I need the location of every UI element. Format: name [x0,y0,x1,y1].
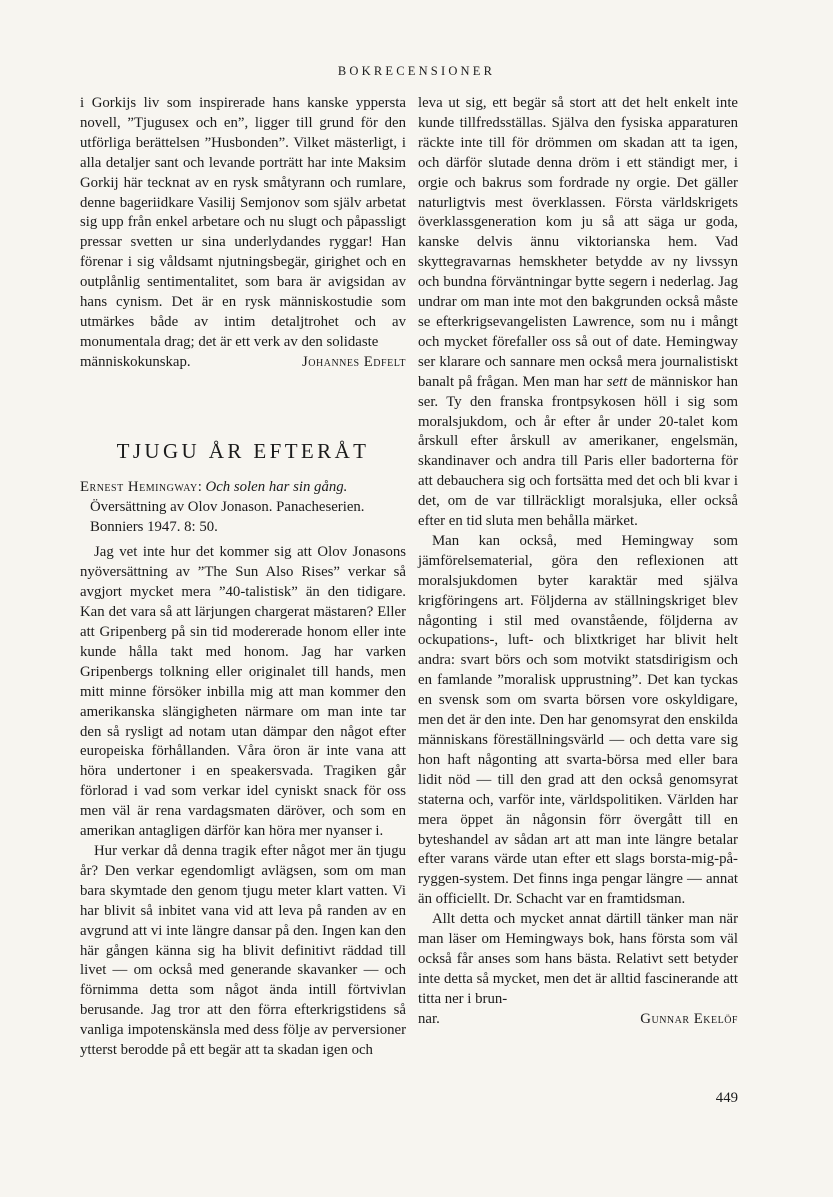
book-details: Översättning av Olov Jonason. Panacheserien. Bonniers 1947. 8: 50. [90,498,365,535]
review2-paragraph-2-continued [418,94,738,532]
bibliography: Ernest Hemingway: Och solen har sin gång. Översättning av Olov Jonason. Panacheserien. Bonniers 1947. 8: 50. [80,478,406,538]
review2-last-words: nar. [418,1010,440,1027]
book-author: Ernest Hemingway [80,478,198,495]
running-head: BOKRECENSIONER [337,64,496,78]
review2-paragraph-1: Jag vet inte hur det kommer sig att Olov Jonasons nyöversättning av ”The Sun Also Rises” verkar så avgjort mycket mera ”40-talistisk” än den tidigare. Kan det vara så att lärjungen chargerat mästaren? Eller att Gripenberg på sin tid modererade honom eller inte kunde hålla takt med honom. Jag har varken Gripenbergs tolkning eller originalet till hands, men mitt minne försöker inbilla mig att man kommer den amerikanska slängigheten närmare om man inte tar den så rysligt ad notam utan dämpar den något efter europeiska förhållanden. Våra öron är inte vana att höra undertoner i en speakersvada. Tragiken går förlorad i vad som verkar idel cyniskt snack för oss men väl är rena vardagsmaten däröver, och som en amerikan antagligen därför kan höra mer nyanser i. [80,544,406,840]
review2-paragraph-2: Hur verkar då denna tragik efter något mer än tjugu år? Den verkar egendomligt avlägsen, som om man bara skymtade den genom tjugu meter klart vatten. Vi har blivit så inbitet vana vid att leva på randen av en avgrund att vi inte längre dansar på den. Ingen kan den här gången känna sig ha blivit definitivt räddad till livet — om också med generande skavanker — och förnimma detta som något ända intill förtvivlan berusande. Jag tror att den förra efterkrigstidens så vanliga impotenskänsla med dess följe av perversioner ytterst berodde på ett begär att ta skadan igen och [80,843,406,1059]
review2-signature: Gunnar Ekelöf [640,1010,738,1027]
paragraph-text: leva ut sig, ett begär så stort att det helt enkelt inte kunde tillfredsställas. Själva den fysiska apparaturen räckte inte till för drömmen om skadan att ta igen, och därför slutade denna dröm i ett ständigt mer, i orgie och bakrus som fordrade ny orgie. Det gäller naturligtvis mest överklassen. Första världskrigets överklassgeneration kom ju så att säga ur goda, kanske delvis ännu viktorianska hem. Vad skyttegravarnas hemskheter betydde av ny livssyn och bundna förväntningar bytte segern i nederlag. Jag undrar om man inte mot den bakgrunden också måste se efterkrigsevangelisten Lawrence, som nu i mångt och mycket förefaller oss så out of date. Hemingway ser klarare och sannare men också mera journalistiskt banalt på frågan. Men man har [418,95,738,390]
review2-paragraph-4: Allt detta och mycket annat därtill tänker man när man läser om Hemingways bok, hans första som väl också får anses som hans bästa. Relativt sett betyder inte detta så mycket, men det är alltid fascinerande att titta ner i brun- [418,911,738,1007]
page-number: 449 [715,1090,738,1106]
right-column [418,94,738,1030]
review2-paragraph-3: Man kan också, med Hemingway som jämförelsematerial, göra den reflexionen att moralsjukdomen byter karaktär med själva krigföringens art. Följderna av ställningskriget blev någonting i stil med ovanstående, följderna av ockupations-, luft- och blixtkriget har blivit helt andra: svart börs och som motvikt statsdirigism och en famlande ”moralisk upprustning”. Det kan tyckas en svensk som om svarta börsen vore oskyldigare, men det är den inte. Den har genomsyrat den enskilda människans föreställningsvärld — och detta vare sig hon haft någonting att svarta-börsa med eller bara lidit nöd — till den grad att den också genomsyrat staterna och, varför inte, världspolitiken. Världen har mera öppet än någonsin förr övergått till en byteshandel av sådan art att man inte längre betalar efter varans värde utan efter ett slags borsta-mig-på-ryggen-system. Det finns inga pengar längre — annat än officiellt. Dr. Schacht var en framtidsman. [418,532,738,908]
review1-last-words: människokunskap. [80,353,191,370]
book-title: Och solen har sin gång. [205,478,348,495]
review1-signature: Johannes Edfelt [302,353,406,370]
review1-signature-row [80,353,406,373]
emphasis-word: sett [606,373,628,390]
review-title: TJUGU ÅR EFTERÅT [116,438,370,463]
paragraph-text: de människor han ser. Ty den franska frontpsykosen höll i sig som moralsjukdom, och år efter år under 20-talet kom årskull efter årskull av amerikaner, engelsmän, skandinaver och andra till Paris eller badorterna för att debauchera sig och fortsätta med det och bli kvar i det, om de var tillräckligt moralsjuka, eller också efter en tid sluta men behålla märket. [418,373,738,530]
review2-signature-row [418,1010,738,1030]
review1-text: i Gorkijs liv som inspirerade hans kanske yppersta novell, ”Tjugusex och en”, ligger till grund för den utförliga berättelsen ”Husbonden”. Vilket mästerligt, i alla detaljer sant och levande porträtt har inte Maksim Gorkij här tecknat av en rysk småtyrann och rumlare, denne bageriidkare Vasilij Semjonov som själv arbetat sig upp från enkel arbetare och nu slugt och påpassligt pressar svetten ur sina underlydandes ryggar! Han förenar i sig våldsamt njutningsbegär, girighet och en outplånlig sentimentalitet, som bara är avigsidan av hans cynism. Det är en rysk människostudie som utmärkes både av intim detaljtrohet och av monumentala drag; det är ett verk av den solidaste [80,95,406,350]
left-column [80,94,406,1061]
